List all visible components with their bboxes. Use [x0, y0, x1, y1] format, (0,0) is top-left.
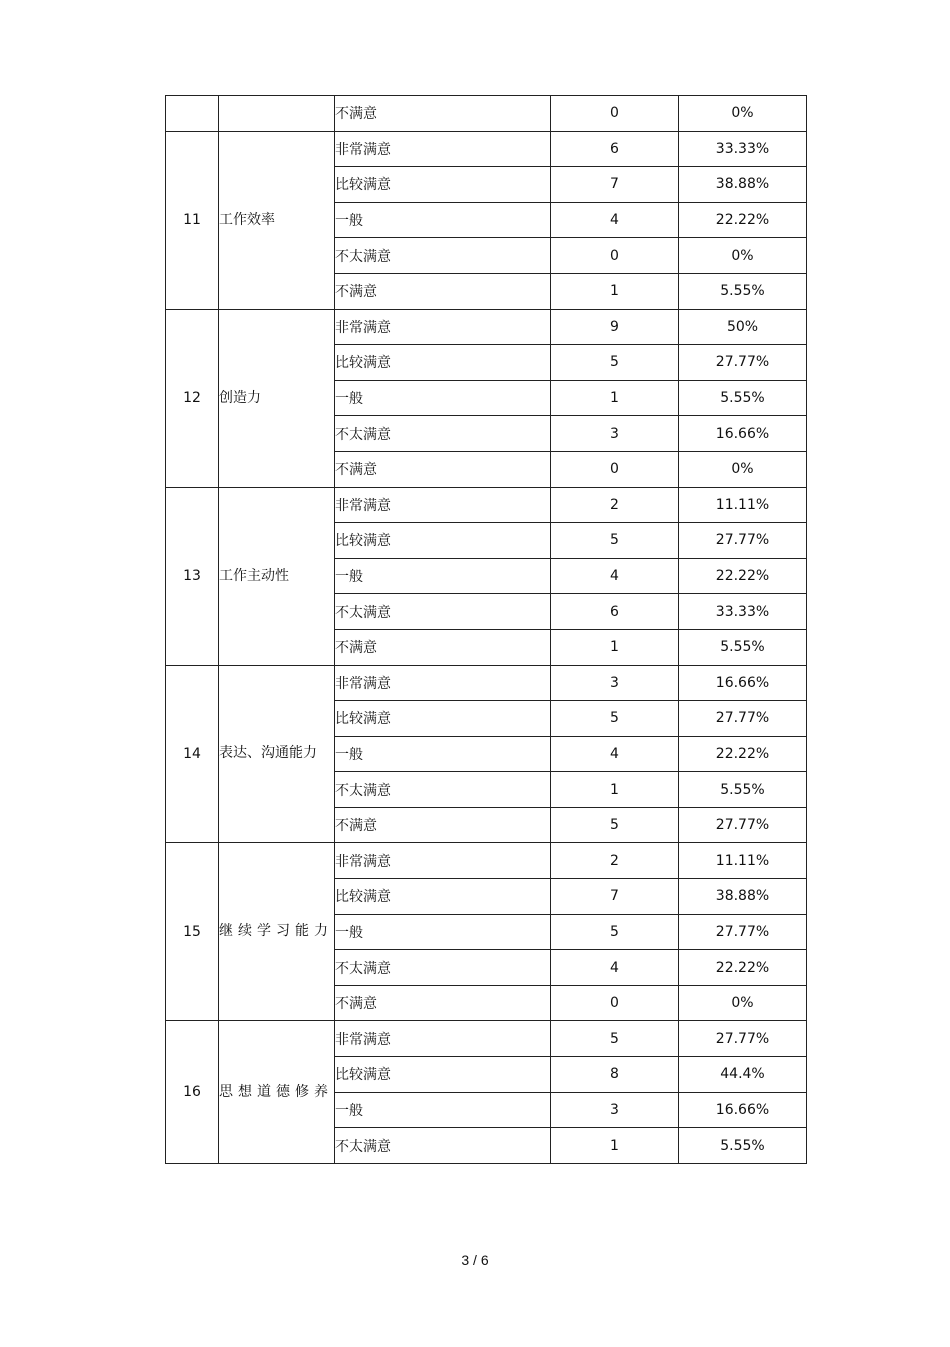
- percent-cell: 27.77%: [679, 914, 807, 950]
- count-cell: 7: [551, 167, 679, 203]
- row-number-cell: 11: [166, 131, 219, 309]
- satisfaction-level-cell: 比较满意: [335, 701, 551, 737]
- count-cell: 1: [551, 380, 679, 416]
- row-number-cell: 16: [166, 1021, 219, 1163]
- satisfaction-level-cell: 非常满意: [335, 487, 551, 523]
- count-cell: 4: [551, 558, 679, 594]
- percent-cell: 38.88%: [679, 879, 807, 915]
- item-name-cell: 创造力: [219, 309, 335, 487]
- row-number-cell: 15: [166, 843, 219, 1021]
- count-cell: 2: [551, 487, 679, 523]
- satisfaction-level-cell: 不满意: [335, 629, 551, 665]
- percent-cell: 16.66%: [679, 1092, 807, 1128]
- percent-cell: 0%: [679, 238, 807, 274]
- table-row: [166, 131, 807, 167]
- percent-cell: 5.55%: [679, 273, 807, 309]
- count-cell: 1: [551, 1128, 679, 1164]
- item-name-cell: 工作主动性: [219, 487, 335, 665]
- table-row: [166, 1021, 807, 1057]
- count-cell: 4: [551, 950, 679, 986]
- percent-cell: 27.77%: [679, 523, 807, 559]
- percent-cell: 5.55%: [679, 380, 807, 416]
- table-row: [166, 843, 807, 879]
- count-cell: 0: [551, 985, 679, 1021]
- item-name-cell: 表达、沟通能力: [219, 665, 335, 843]
- percent-cell: 0%: [679, 985, 807, 1021]
- count-cell: 0: [551, 238, 679, 274]
- count-cell: 5: [551, 523, 679, 559]
- percent-cell: 27.77%: [679, 701, 807, 737]
- satisfaction-level-cell: 一般: [335, 1092, 551, 1128]
- percent-cell: 0%: [679, 96, 807, 132]
- satisfaction-level-cell: 不太满意: [335, 594, 551, 630]
- table-row: [166, 665, 807, 701]
- count-cell: 4: [551, 202, 679, 238]
- percent-cell: 16.66%: [679, 416, 807, 452]
- count-cell: 0: [551, 96, 679, 132]
- count-cell: 1: [551, 629, 679, 665]
- count-cell: 5: [551, 345, 679, 381]
- percent-cell: 33.33%: [679, 131, 807, 167]
- count-cell: 5: [551, 914, 679, 950]
- satisfaction-level-cell: 非常满意: [335, 1021, 551, 1057]
- satisfaction-level-cell: 一般: [335, 736, 551, 772]
- satisfaction-level-cell: 不太满意: [335, 772, 551, 808]
- table-row: [166, 487, 807, 523]
- satisfaction-level-cell: 不太满意: [335, 1128, 551, 1164]
- item-name-cell: 思想道德修养: [219, 1021, 335, 1163]
- percent-cell: 27.77%: [679, 807, 807, 843]
- item-name-cell: 工作效率: [219, 131, 335, 309]
- table-row: [166, 96, 807, 132]
- satisfaction-level-cell: 一般: [335, 202, 551, 238]
- satisfaction-level-cell: 比较满意: [335, 523, 551, 559]
- satisfaction-level-cell: 一般: [335, 914, 551, 950]
- percent-cell: 27.77%: [679, 345, 807, 381]
- satisfaction-level-cell: 非常满意: [335, 665, 551, 701]
- count-cell: 5: [551, 701, 679, 737]
- row-number-cell: 12: [166, 309, 219, 487]
- count-cell: 5: [551, 807, 679, 843]
- count-cell: 4: [551, 736, 679, 772]
- count-cell: 0: [551, 451, 679, 487]
- percent-cell: 27.77%: [679, 1021, 807, 1057]
- survey-table: [165, 95, 807, 1164]
- percent-cell: 16.66%: [679, 665, 807, 701]
- percent-cell: 0%: [679, 451, 807, 487]
- percent-cell: 22.22%: [679, 736, 807, 772]
- satisfaction-level-cell: 不太满意: [335, 416, 551, 452]
- item-name-cell: 继续学习能力: [219, 843, 335, 1021]
- satisfaction-level-cell: 比较满意: [335, 345, 551, 381]
- satisfaction-level-cell: 不太满意: [335, 238, 551, 274]
- satisfaction-level-cell: 比较满意: [335, 167, 551, 203]
- satisfaction-level-cell: 一般: [335, 380, 551, 416]
- count-cell: 8: [551, 1057, 679, 1093]
- count-cell: 5: [551, 1021, 679, 1057]
- percent-cell: 22.22%: [679, 202, 807, 238]
- percent-cell: 38.88%: [679, 167, 807, 203]
- satisfaction-level-cell: 不太满意: [335, 950, 551, 986]
- satisfaction-level-cell: 非常满意: [335, 309, 551, 345]
- percent-cell: 22.22%: [679, 950, 807, 986]
- count-cell: 9: [551, 309, 679, 345]
- satisfaction-level-cell: 比较满意: [335, 1057, 551, 1093]
- count-cell: 6: [551, 131, 679, 167]
- percent-cell: 22.22%: [679, 558, 807, 594]
- percent-cell: 11.11%: [679, 487, 807, 523]
- percent-cell: 11.11%: [679, 843, 807, 879]
- satisfaction-level-cell: 不满意: [335, 451, 551, 487]
- satisfaction-level-cell: 不满意: [335, 807, 551, 843]
- percent-cell: 5.55%: [679, 629, 807, 665]
- percent-cell: 33.33%: [679, 594, 807, 630]
- count-cell: 3: [551, 665, 679, 701]
- row-number-cell: 14: [166, 665, 219, 843]
- count-cell: 1: [551, 772, 679, 808]
- count-cell: 7: [551, 879, 679, 915]
- row-number-cell: [166, 96, 219, 132]
- percent-cell: 44.4%: [679, 1057, 807, 1093]
- item-name-cell: [219, 96, 335, 132]
- satisfaction-level-cell: 比较满意: [335, 879, 551, 915]
- percent-cell: 5.55%: [679, 772, 807, 808]
- count-cell: 6: [551, 594, 679, 630]
- satisfaction-level-cell: 非常满意: [335, 131, 551, 167]
- count-cell: 3: [551, 1092, 679, 1128]
- percent-cell: 5.55%: [679, 1128, 807, 1164]
- satisfaction-level-cell: 不满意: [335, 96, 551, 132]
- satisfaction-level-cell: 不满意: [335, 985, 551, 1021]
- row-number-cell: 13: [166, 487, 219, 665]
- satisfaction-level-cell: 非常满意: [335, 843, 551, 879]
- table-row: [166, 309, 807, 345]
- count-cell: 3: [551, 416, 679, 452]
- satisfaction-level-cell: 不满意: [335, 273, 551, 309]
- page-number: 3 / 6: [461, 1252, 489, 1268]
- count-cell: 1: [551, 273, 679, 309]
- count-cell: 2: [551, 843, 679, 879]
- satisfaction-level-cell: 一般: [335, 558, 551, 594]
- percent-cell: 50%: [679, 309, 807, 345]
